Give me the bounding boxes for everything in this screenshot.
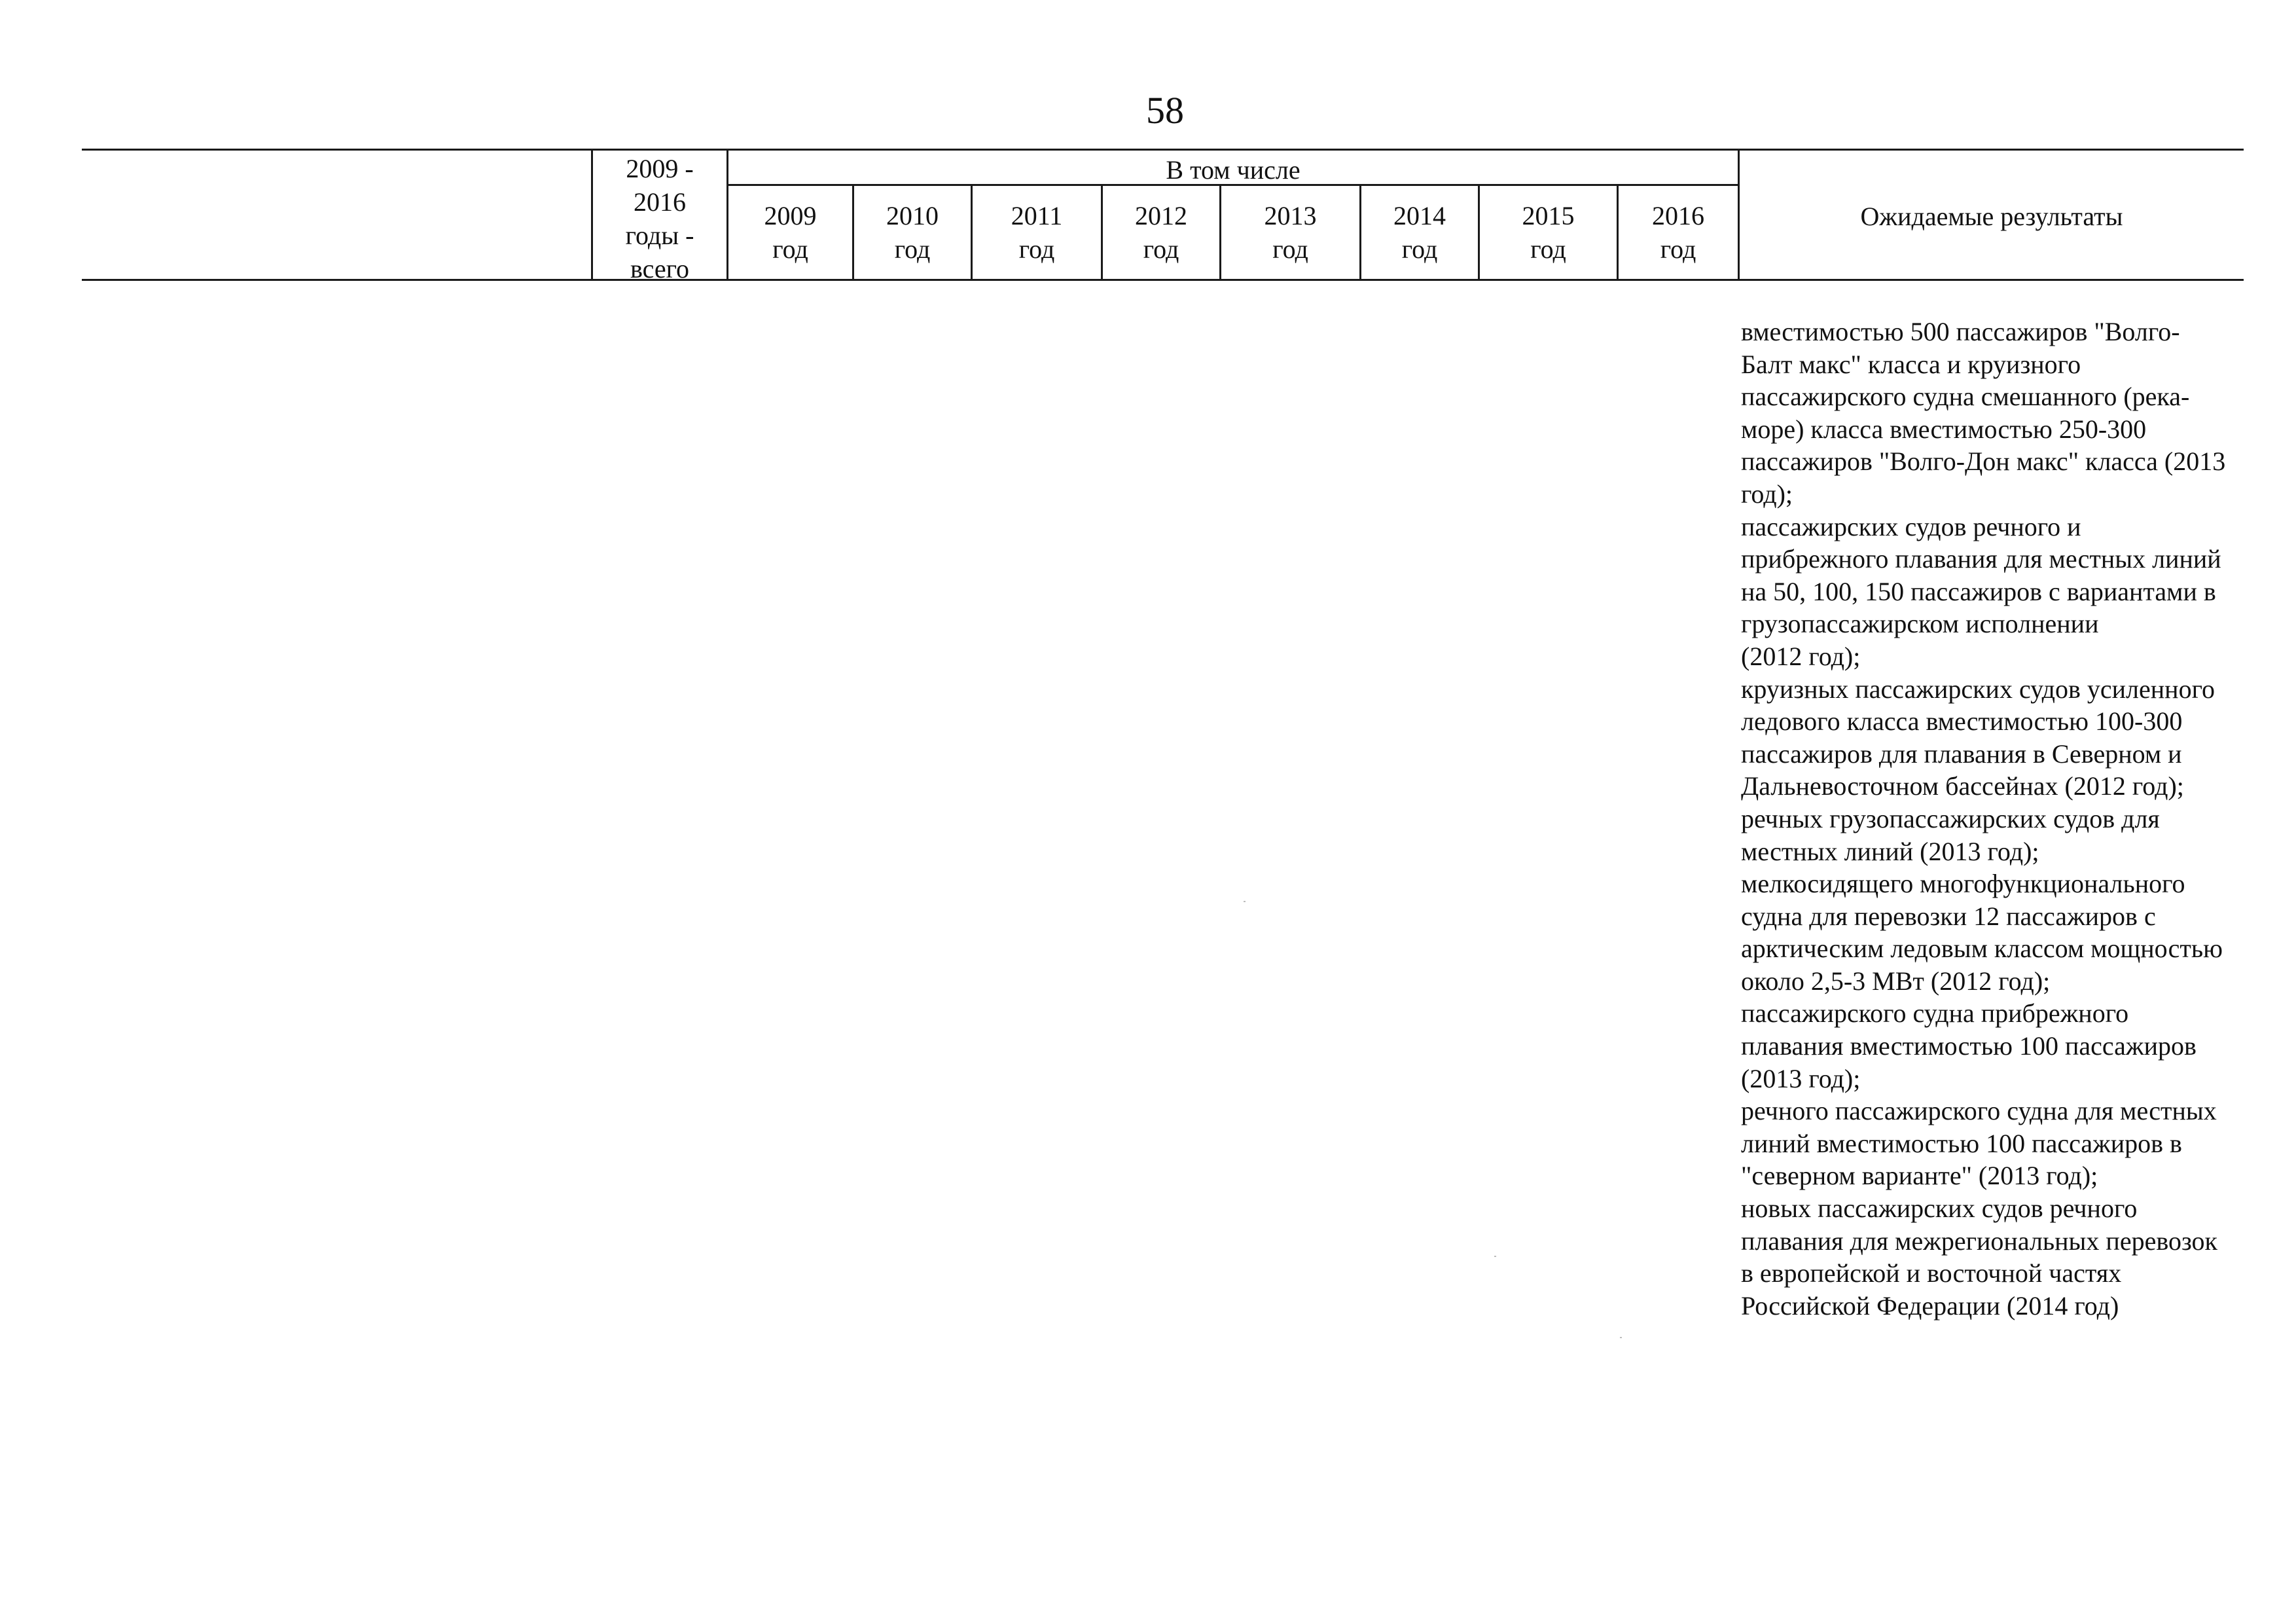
results-line: (2013 год);: [1741, 1063, 1861, 1093]
results-line: пассажирского судна прибрежного: [1741, 998, 2129, 1029]
year-column-header: [1619, 199, 1738, 266]
results-line: местных линий (2013 год);: [1741, 836, 2039, 866]
results-line: пассажирского судна смешанного (река-: [1741, 382, 2190, 412]
year-label: 2010: [886, 201, 939, 230]
year-label: 2009: [764, 201, 817, 230]
year-unit: год: [772, 234, 808, 264]
results-line: плавания для межрегиональных перевозок: [1741, 1226, 2217, 1256]
year-label: 2012: [1135, 201, 1187, 230]
year-column-header: [1480, 199, 1617, 266]
year-unit: год: [1660, 234, 1696, 264]
year-column-header: [1221, 199, 1359, 266]
year-column-header: [1103, 199, 1219, 266]
year-unit: год: [1401, 234, 1438, 264]
results-line: около 2,5-3 МВт (2012 год);: [1741, 966, 2051, 996]
results-line: (2012 год);: [1741, 641, 1861, 671]
results-line: судна для перевозки 12 пассажиров с: [1741, 901, 2156, 931]
page-number: 58: [1146, 89, 1184, 132]
scan-speck: [1620, 1337, 1622, 1338]
results-line: речных грузопассажирских судов для: [1741, 803, 2160, 833]
year-column-header: [973, 199, 1101, 266]
results-line: "северном варианте" (2013 год);: [1741, 1161, 2098, 1191]
results-line: речного пассажирского судна для местных: [1741, 1096, 2217, 1126]
scan-speck: [1244, 901, 1246, 902]
year-unit: год: [894, 234, 931, 264]
results-line: новых пассажирских судов речного: [1741, 1194, 2138, 1224]
results-line: Дальневосточном бассейнах (2012 год);: [1741, 771, 2184, 801]
results-line: пассажиров для плавания в Северном и: [1741, 739, 2182, 769]
results-line: грузопассажирском исполнении: [1741, 609, 2099, 639]
scan-speck: [1494, 1256, 1496, 1257]
results-line: в европейской и восточной частях: [1741, 1258, 2122, 1288]
results-line: арктическим ледовым классом мощностью: [1741, 934, 2223, 964]
year-label: 2011: [1011, 201, 1063, 230]
year-label: 2013: [1264, 201, 1317, 230]
year-label: 2015: [1522, 201, 1575, 230]
results-line: Российской Федерации (2014 год): [1741, 1290, 2119, 1321]
expected-results-text: [1741, 316, 2258, 1322]
results-line: море) класса вместимостью 250-300: [1741, 414, 2147, 444]
year-unit: год: [1143, 234, 1179, 264]
year-unit: год: [1272, 234, 1308, 264]
table-header-bottom-rule: [82, 279, 2244, 281]
results-line: Балт макс" класса и круизного: [1741, 349, 2081, 379]
table-header-top-rule: [82, 149, 2244, 151]
results-line: год);: [1741, 479, 1793, 509]
results-column-header: Ожидаемые результаты: [1860, 202, 2123, 231]
group-header-label: В том числе: [1166, 155, 1300, 185]
year-label: 2016: [1652, 201, 1704, 230]
results-line: пассажиров "Волго-Дон макс" класса (2013: [1741, 447, 2226, 477]
results-line: пассажирских судов речного и: [1741, 511, 2081, 541]
year-unit: год: [1530, 234, 1566, 264]
year-column-header: [854, 199, 971, 266]
year-column-header: [1361, 199, 1478, 266]
total-header-line: 2016: [634, 187, 686, 217]
results-line: вместимостью 500 пассажиров "Волго-: [1741, 317, 2180, 346]
year-unit: год: [1018, 234, 1055, 264]
results-line: круизных пассажирских судов усиленного: [1741, 674, 2215, 704]
results-line: линий вместимостью 100 пассажиров в: [1741, 1128, 2182, 1158]
results-line: плавания вместимостью 100 пассажиров: [1741, 1031, 2197, 1061]
total-header-line: 2009 -: [626, 154, 694, 183]
results-line: ледового класса вместимостью 100-300: [1741, 706, 2183, 737]
total-header-line: всего: [630, 254, 690, 283]
total-header-line: годы -: [625, 221, 694, 250]
year-column-header: [728, 199, 852, 266]
results-line: на 50, 100, 150 пассажиров с вариантами в: [1741, 576, 2216, 606]
total-column-header: [593, 152, 726, 285]
year-label: 2014: [1393, 201, 1446, 230]
results-line: прибрежного плавания для местных линий: [1741, 544, 2221, 574]
results-line: мелкосидящего многофункционального: [1741, 869, 2185, 899]
